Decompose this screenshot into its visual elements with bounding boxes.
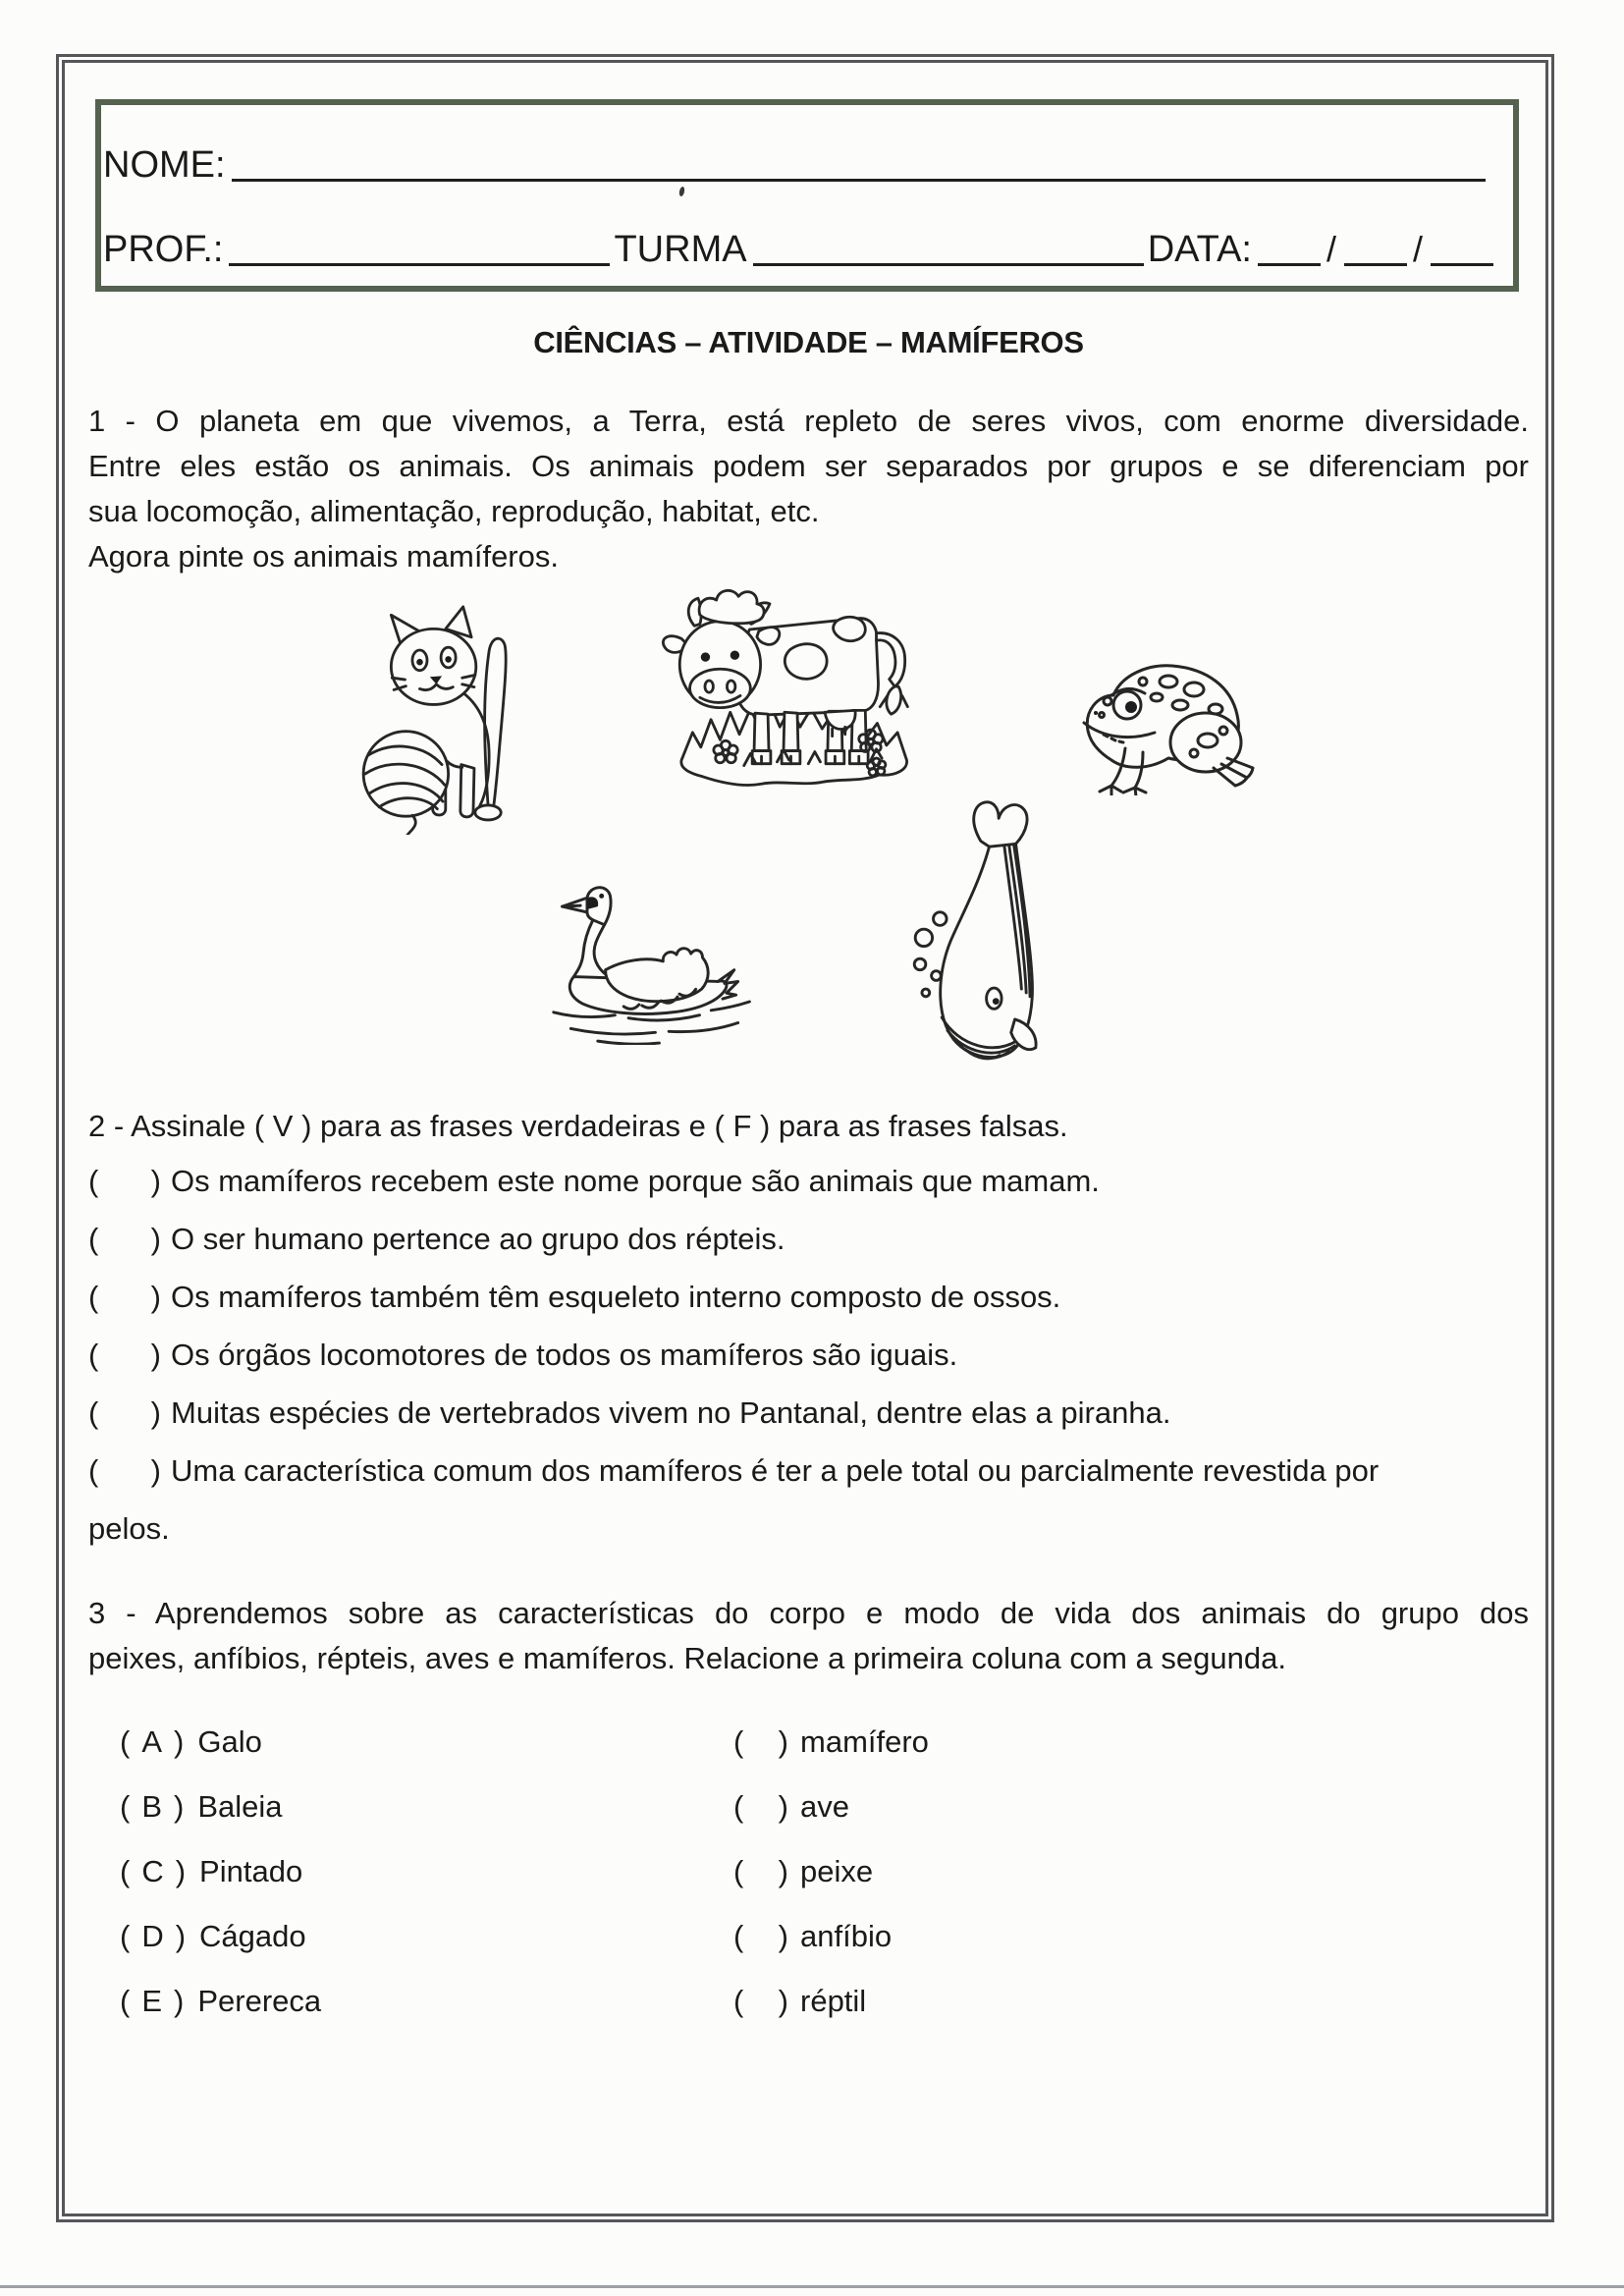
match-row	[120, 1980, 1475, 2023]
cow-illustration	[636, 573, 931, 802]
vf-answer-slot[interactable]: ( )	[88, 1395, 161, 1430]
match-animal-label: Perereca	[197, 1984, 322, 2018]
q1-instruction: Agora pinte os animais mamíferos.	[88, 539, 559, 574]
match-right-entry	[733, 1721, 929, 1764]
match-animal-label: Cágado	[199, 1919, 306, 1953]
match-group-label: mamífero	[800, 1724, 929, 1759]
vf-item	[88, 1218, 1529, 1261]
toad-figure[interactable]	[1068, 638, 1265, 795]
vf-statement: Os mamíferos também têm esqueleto interno composto de ossos.	[171, 1280, 1061, 1314]
name-fill-line[interactable]	[232, 149, 1486, 182]
swan-illustration	[542, 868, 768, 1045]
vf-statement: Muitas espécies de vertebrados vivem no Pantanal, dentre elas a piranha.	[171, 1395, 1171, 1430]
match-animal-label: Baleia	[197, 1789, 283, 1824]
prof-fill-line[interactable]	[229, 234, 610, 266]
match-key: C	[141, 1854, 164, 1888]
question-1	[88, 399, 1529, 579]
whale-figure[interactable]	[895, 797, 1084, 1072]
match-right-entry	[733, 1785, 849, 1829]
match-row	[120, 1785, 1475, 1829]
match-answer-slot[interactable]: ( )	[733, 1789, 788, 1824]
name-row	[103, 142, 1497, 188]
match-answer-slot[interactable]: ( )	[733, 1854, 788, 1888]
data-label: DATA:	[1147, 229, 1252, 270]
vf-answer-slot[interactable]: ( )	[88, 1164, 161, 1198]
matching-exercise	[120, 1721, 1475, 2045]
date-slash: /	[1412, 229, 1423, 269]
vf-answer-slot[interactable]: ( )	[88, 1280, 161, 1314]
match-animal-label: Pintado	[199, 1854, 303, 1888]
match-row	[120, 1915, 1475, 1958]
match-left-entry: ( E ) Perereca	[120, 1980, 733, 2023]
vf-answer-slot[interactable]: ( )	[88, 1453, 161, 1488]
match-key: E	[141, 1984, 163, 2018]
match-group-label: peixe	[800, 1854, 874, 1888]
vf-item	[88, 1276, 1529, 1319]
vf-item	[88, 1392, 1529, 1435]
vf-answer-slot[interactable]: ( )	[88, 1222, 161, 1256]
date-month-line[interactable]	[1344, 234, 1407, 266]
vf-item	[88, 1160, 1529, 1203]
q1-line: 1 - O planeta em que vivemos, a Terra, está repleto de seres vivos, com enorme diversidade.	[88, 404, 1529, 438]
q1-line: Entre eles estão os animais. Os animais podem ser separados por grupos e se diferenciam por	[88, 449, 1529, 483]
cat-illustration	[350, 604, 551, 835]
student-info-box	[95, 99, 1519, 292]
q3-heading-line: peixes, anfíbios, répteis, aves e mamíferos. Relacione a primeira coluna com a segunda.	[88, 1641, 1286, 1675]
match-right-entry	[733, 1850, 873, 1893]
vf-answer-slot[interactable]: ( )	[88, 1338, 161, 1372]
vf-statement: Uma característica comum dos mamíferos é ter a pele total ou parcialmente revestida por	[171, 1453, 1380, 1488]
turma-label: TURMA	[614, 229, 747, 270]
match-left-entry: ( A ) Galo	[120, 1721, 733, 1764]
match-right-entry	[733, 1980, 866, 2023]
date-slash: /	[1326, 229, 1336, 269]
worksheet-title: CIÊNCIAS – ATIVIDADE – MAMÍFEROS	[533, 325, 1084, 359]
prof-label: PROF.:	[103, 229, 224, 270]
match-left-entry: ( C ) Pintado	[120, 1850, 733, 1893]
date-day-line[interactable]	[1258, 234, 1321, 266]
question-3-heading	[88, 1591, 1529, 1681]
vf-statement-continuation: pelos.	[88, 1511, 170, 1546]
match-left-entry: ( B ) Baleia	[120, 1785, 733, 1829]
match-answer-slot[interactable]: ( )	[733, 1724, 788, 1759]
match-animal-label: Galo	[197, 1724, 262, 1759]
swan-figure[interactable]	[542, 868, 768, 1045]
match-left-entry: ( D ) Cágado	[120, 1915, 733, 1958]
toad-illustration	[1068, 638, 1265, 795]
turma-fill-line[interactable]	[753, 234, 1144, 266]
match-group-label: anfíbio	[800, 1919, 893, 1953]
vf-statement: O ser humano pertence ao grupo dos répteis.	[171, 1222, 785, 1256]
vf-item	[88, 1334, 1529, 1377]
match-group-label: réptil	[800, 1984, 867, 2018]
whale-illustration	[895, 797, 1084, 1072]
q1-line: sua locomoção, alimentação, reprodução, habitat, etc.	[88, 494, 820, 528]
date-year-line[interactable]	[1431, 234, 1493, 266]
vf-statement: Os órgãos locomotores de todos os mamíferos são iguais.	[171, 1338, 958, 1372]
match-row	[120, 1850, 1475, 1893]
cow-figure[interactable]	[636, 573, 931, 802]
prof-turma-data-row	[103, 227, 1497, 272]
scan-edge-line	[0, 2285, 1624, 2288]
match-group-label: ave	[800, 1789, 849, 1824]
question-2-items	[88, 1160, 1529, 1551]
name-label: NOME:	[103, 144, 226, 186]
match-right-entry	[733, 1915, 892, 1958]
q3-heading-line: 3 - Aprendemos sobre as características do corpo e modo de vida dos animais do grupo dos	[88, 1596, 1529, 1630]
vf-item	[88, 1449, 1529, 1493]
match-key: A	[141, 1724, 163, 1759]
match-row	[120, 1721, 1475, 1764]
cat-with-yarn-figure[interactable]	[350, 604, 551, 835]
match-answer-slot[interactable]: ( )	[733, 1984, 788, 2018]
match-key: B	[141, 1789, 163, 1824]
question-2-heading: 2 - Assinale ( V ) para as frases verdadeiras e ( F ) para as frases falsas.	[88, 1109, 1068, 1143]
match-key: D	[141, 1919, 164, 1953]
match-answer-slot[interactable]: ( )	[733, 1919, 788, 1953]
vf-statement: Os mamíferos recebem este nome porque são animais que mamam.	[171, 1164, 1100, 1198]
